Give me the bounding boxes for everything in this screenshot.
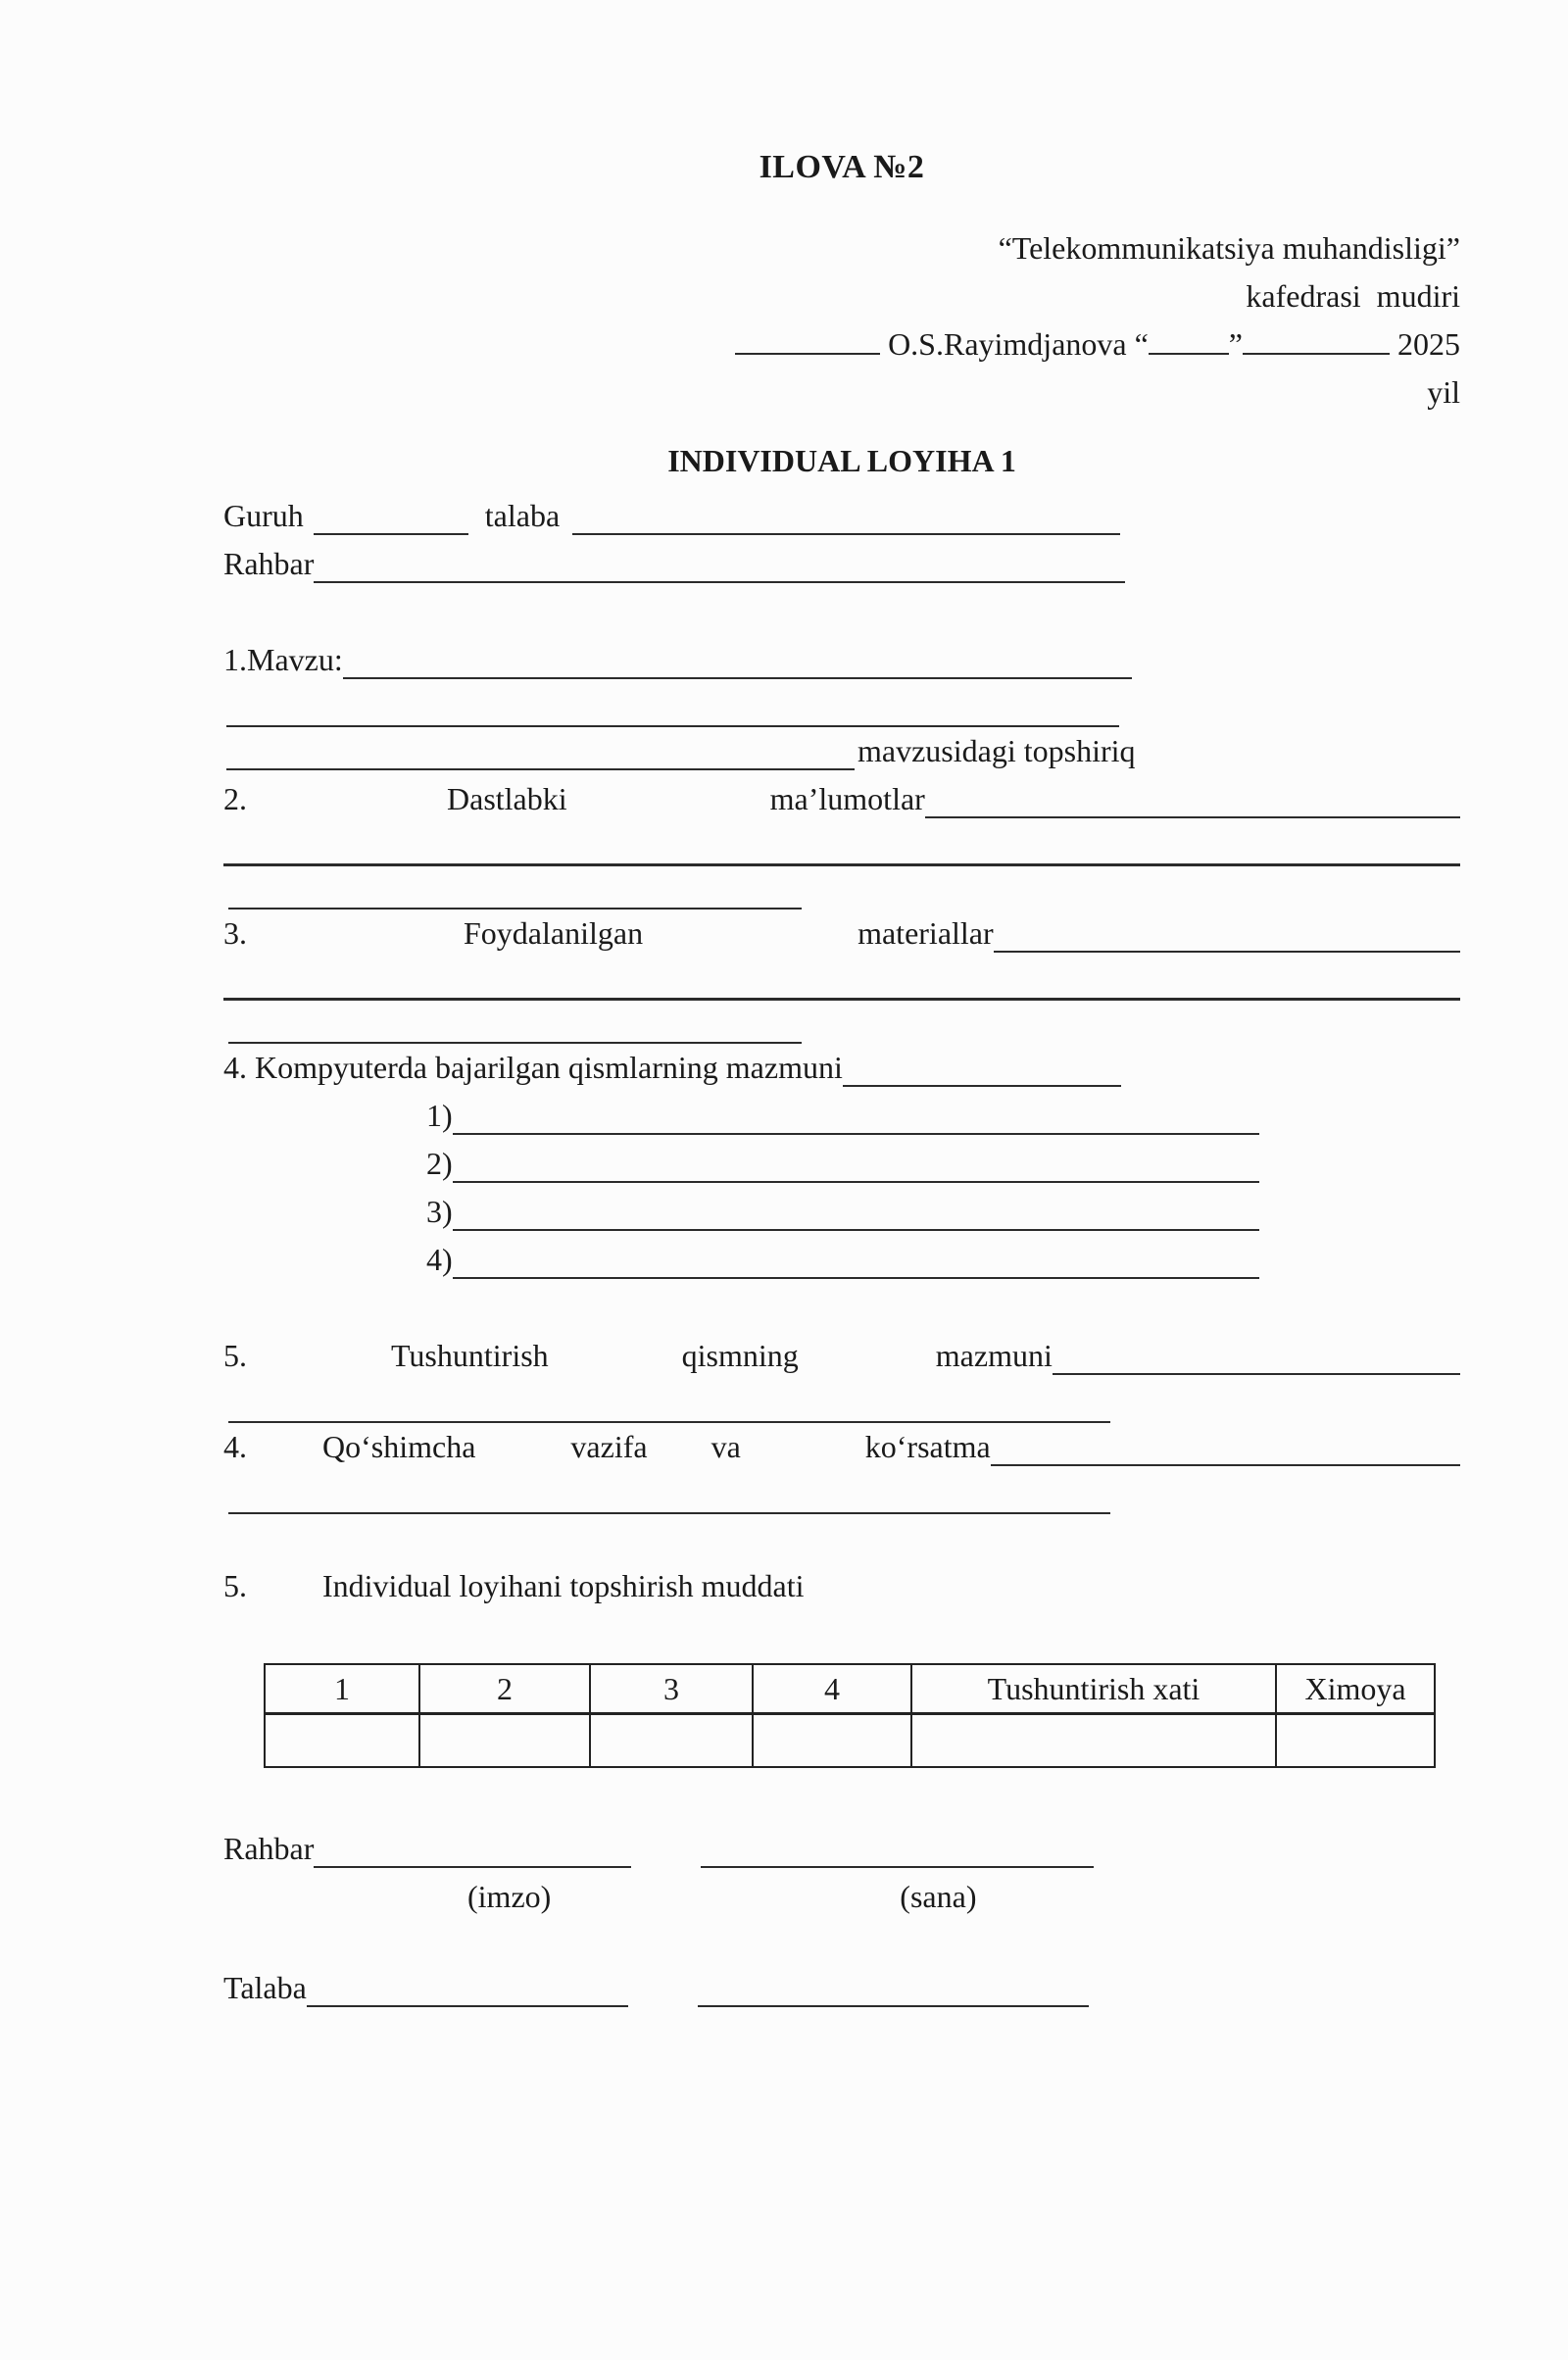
section-4-text: 4. Kompyuterda bajarilgan qismlarning mazmuni — [223, 1050, 843, 1085]
list-item-1-label: 1) — [426, 1098, 453, 1133]
section-3-word-2: materiallar — [858, 915, 994, 951]
section-5b-number: 5. — [223, 1568, 247, 1603]
rahbar-row — [223, 540, 1460, 588]
talaba-signature-row — [223, 1964, 1460, 2012]
section-2-word-1: Dastlabki — [447, 781, 567, 816]
imzo-caption: (imzo) — [467, 1879, 552, 1914]
head-name: O.S.Rayimdjanova — [888, 326, 1127, 362]
mavzu-row — [223, 636, 1460, 684]
section-4b-word-3: va — [710, 1429, 741, 1464]
table-cell — [590, 1714, 753, 1768]
rahbar-imzo-blank — [314, 1866, 631, 1868]
department-name: “Telekommunikatsiya muhandisligi” — [998, 230, 1460, 266]
section-3-blank — [994, 951, 1460, 953]
approval-header — [223, 224, 1460, 417]
table-cell — [419, 1714, 590, 1768]
list-item-4-label: 4) — [426, 1242, 453, 1277]
list-item-3-label: 3) — [426, 1194, 453, 1229]
list-item-2-row — [223, 1140, 1460, 1188]
section-4b-blank — [991, 1464, 1460, 1466]
rahbar-signature-label: Rahbar — [223, 1831, 315, 1866]
section-3-number: 3. — [223, 915, 247, 951]
section-5-number: 5. — [223, 1338, 247, 1373]
table-header-ximoya: Ximoya — [1276, 1664, 1435, 1714]
mavzusidagi-blank — [226, 768, 855, 770]
mavzusidagi-row — [223, 727, 1460, 775]
signature-blank — [735, 349, 880, 355]
section-4-blank — [843, 1085, 1121, 1087]
section-3-row — [223, 910, 1460, 958]
section-5-word-1: Tushuntirish — [391, 1338, 549, 1373]
spacer — [223, 1921, 1460, 1964]
rahbar-signature-row — [223, 1825, 1460, 1873]
section-4b-word-2: vazifa — [570, 1429, 648, 1464]
rahbar-sana-blank — [701, 1866, 1094, 1868]
list-item-1-row — [223, 1092, 1460, 1140]
section-4-row — [223, 1044, 1460, 1092]
section-4b-word-1: Qo‘shimcha — [322, 1429, 476, 1464]
section-5-line — [228, 1380, 1110, 1423]
section-3-line-short — [228, 1001, 802, 1044]
list-item-4-blank — [453, 1277, 1259, 1279]
section-3-line-full — [223, 958, 1460, 1001]
month-blank — [1243, 349, 1390, 355]
table-cell — [265, 1714, 419, 1768]
approval-signature-line — [223, 320, 1460, 369]
rahbar-label: Rahbar — [223, 546, 315, 581]
section-5b-row — [223, 1562, 1460, 1610]
mavzu-blank — [343, 677, 1132, 679]
rahbar-blank — [314, 581, 1125, 583]
talaba-imzo-blank — [307, 2005, 628, 2007]
talaba-sana-blank — [698, 2005, 1089, 2007]
table-header-tushuntirish-xati: Tushuntirish xati — [911, 1664, 1276, 1714]
section-5-row — [223, 1332, 1460, 1380]
table-cell — [911, 1714, 1276, 1768]
deadline-table — [264, 1663, 1436, 1768]
table-header-3: 3 — [590, 1664, 753, 1714]
table-cell — [753, 1714, 911, 1768]
section-5-blank — [1053, 1373, 1460, 1375]
day-blank — [1149, 349, 1229, 355]
section-2-line-short — [228, 866, 802, 910]
table-header-2: 2 — [419, 1664, 590, 1714]
list-item-1-blank — [453, 1133, 1259, 1135]
section-3-word-1: Foydalanilgan — [464, 915, 644, 951]
section-5-word-3: mazmuni — [935, 1338, 1053, 1373]
year-text: 2025 — [1397, 326, 1460, 362]
yil-label: yil — [1427, 374, 1460, 410]
list-item-3-blank — [453, 1229, 1259, 1231]
guruh-talaba-row — [223, 492, 1460, 540]
quote-close: ” — [1228, 326, 1243, 362]
section-2-word-2: ma’lumotlar — [769, 781, 925, 816]
table-header-row — [265, 1664, 1435, 1714]
list-item-2-label: 2) — [426, 1146, 453, 1181]
mavzu-label: 1.Mavzu: — [223, 642, 343, 677]
section-4b-number: 4. — [223, 1429, 247, 1464]
imzo-sana-caption-row — [223, 1873, 1460, 1921]
mavzusidagi-label: mavzusidagi topshiriq — [858, 733, 1136, 768]
section-2-number: 2. — [223, 781, 247, 816]
section-2-line-full — [223, 823, 1460, 866]
table-cell — [1276, 1714, 1435, 1768]
spacer — [223, 588, 1460, 636]
section-2-blank — [925, 816, 1460, 818]
table-header-4: 4 — [753, 1664, 911, 1714]
sana-caption: (sana) — [900, 1879, 977, 1914]
document-page — [0, 143, 1568, 2012]
department-head-label: kafedrasi mudiri — [1246, 278, 1460, 314]
guruh-blank — [314, 533, 468, 535]
talaba-blank — [572, 533, 1120, 535]
section-2-row — [223, 775, 1460, 823]
section-4b-word-4: ko‘rsatma — [864, 1429, 991, 1464]
table-header-1: 1 — [265, 1664, 419, 1714]
spacer — [223, 1284, 1460, 1332]
mavzu-continuation-line — [226, 684, 1119, 727]
spacer — [223, 1514, 1460, 1562]
form-subtitle: INDIVIDUAL LOYIHA 1 — [667, 443, 1016, 478]
quote-open: “ — [1134, 326, 1149, 362]
talaba-label: talaba — [484, 498, 561, 533]
list-item-2-blank — [453, 1181, 1259, 1183]
section-4b-row — [223, 1423, 1460, 1471]
list-item-3-row — [223, 1188, 1460, 1236]
talaba-signature-label: Talaba — [223, 1970, 307, 2005]
page-title: ILOVA №2 — [759, 149, 925, 185]
section-4b-line — [228, 1471, 1110, 1514]
table-empty-row — [265, 1714, 1435, 1768]
guruh-label: Guruh — [223, 498, 304, 533]
list-item-4-row — [223, 1236, 1460, 1284]
section-5-word-2: qismning — [681, 1338, 799, 1373]
section-5b-text: Individual loyihani topshirish muddati — [322, 1568, 805, 1603]
